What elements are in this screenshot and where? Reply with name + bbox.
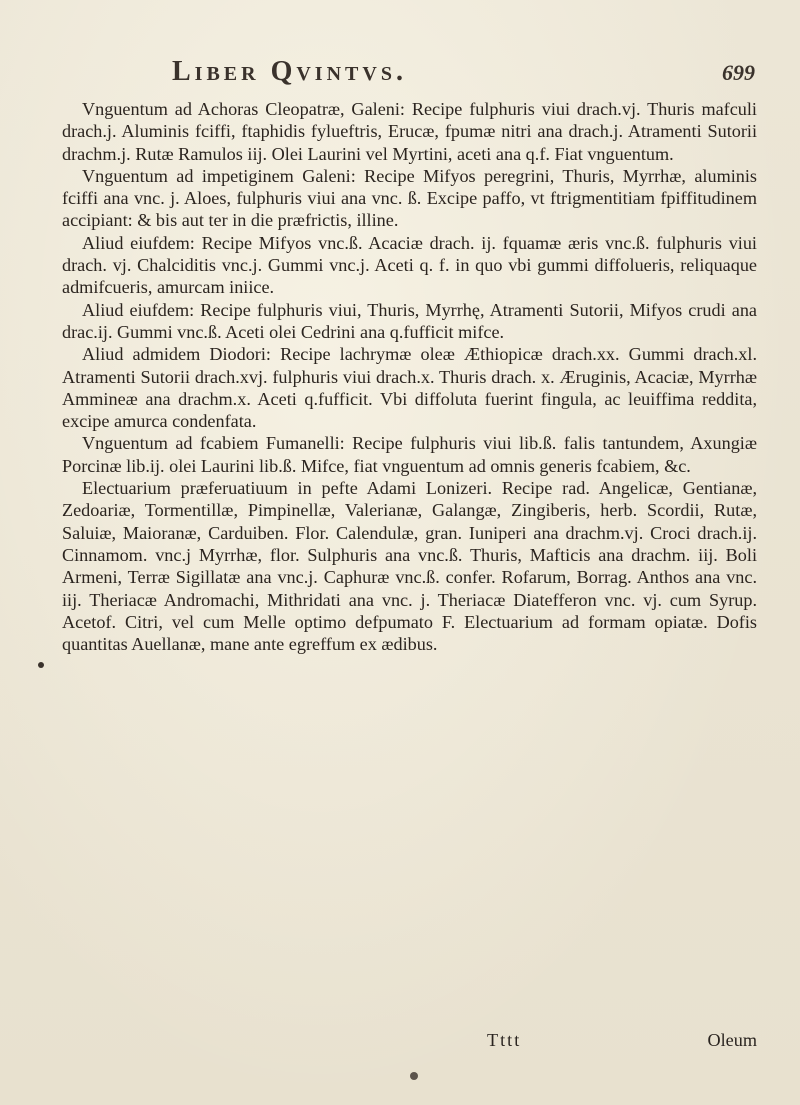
paragraph-scabies-fumanelli: Vnguentum ad fcabiem Fumanelli: Recipe fulphuris viui lib.ß. falis tantundem, Axungiæ Porcinæ lib.ij. olei Laurini lib.ß. Mifce, fiat vnguentum ad omnis generis fcabiem, &c. — [62, 433, 757, 476]
paragraph-electuarium-lonizeri: Electuarium præferuatiuum in pefte Adami Lonizeri. Recipe rad. Angelicæ, Gentianæ, Zedoariæ, Tormentillæ, Pimpinellæ, Valerianæ, Galangæ, Zingiberis, herb. Scordii, Rutæ, Saluiæ, Maioranæ, Carduiben. Flor. Calendulæ, gran. Iuniperi ana drachm.vj. Croci drach.ij. Cinnamom. vnc.j Myrrhæ, flor. Sulphuris ana vnc.ß. Thuris, Mafticis ana drachm. iij. Boli Armeni, Terræ Sigillatæ ana vnc.j. Caphuræ vnc.ß. confer. Rofarum, Borrag. Anthos ana vnc. iij. Theriacæ Andromachi, Mithridati ana vnc. j. Theriacæ Diatefferon vnc. vj. cum Syrup. Acetof. Citri, vel cum Melle optimo defpumato F. Electuarium ad formam opiatæ. Dofis quantitas Auellanæ, mane ante egreffum ex ædibus. — [62, 478, 757, 655]
paragraph-diodori: Aliud admidem Diodori: Recipe lachrymæ oleæ Æthiopicæ drach.xx. Gummi drach.xl. Atramenti Sutorii drach.xvj. fulphuris viui drach.x. Thuris drach. x. Æruginis, Acaciæ, Myrrhæ Ammineæ ana drachm.x. Aceti q.fufficit. Vbi diffoluta fuerint fingula, ac leuiffima reddita, excipe amurca condenfata. — [62, 344, 757, 432]
text-block — [62, 98, 757, 655]
running-title: Liber Qvintvs. — [172, 56, 407, 87]
ink-spot — [410, 1072, 418, 1080]
paragraph-impetigo-galeni: Vnguentum ad impetiginem Galeni: Recipe Mifyos peregrini, Thuris, Myrrhæ, aluminis fciffi ana vnc. j. Aloes, fulphuris viui ana vnc. ß. Excipe paffo, vt ftrigmentitiam fpiffitudinem accipiant: & bis aut ter in die præfrictis, illine. — [62, 165, 757, 231]
catchword: Oleum — [707, 1030, 757, 1050]
running-head — [60, 56, 755, 92]
page-footer — [62, 1030, 757, 1060]
margin-mark — [38, 662, 44, 668]
page-number: 699 — [722, 60, 755, 85]
paragraph-achoras-cleopatrae: Vnguentum ad Achoras Cleopatræ, Galeni: Recipe fulphuris viui drach.vj. Thuris mafculi drach.j. Aluminis fciffi, ftaphidis fylueftris, Erucæ, fpumæ nitri ana drach.j. Atramenti Sutorii drachm.j. Rutæ Ramulos iij. Olei Laurini vel Myrtini, aceti ana q.f. Fiat vnguentum. — [62, 99, 757, 164]
paragraph-aliud-eiusdem-2: Aliud eiufdem: Recipe fulphuris viui, Thuris, Myrrhę, Atramenti Sutorii, Mifyos crudi ana drac.ij. Gummi vnc.ß. Aceti olei Cedrini ana q.fufficit mifce. — [62, 299, 757, 342]
signature-mark: Tttt — [487, 1030, 522, 1050]
paragraph-aliud-eiusdem-1: Aliud eiufdem: Recipe Mifyos vnc.ß. Acaciæ drach. ij. fquamæ æris vnc.ß. fulphuris viui drach. vj. Chalciditis vnc.j. Gummi vnc.j. Aceti q. f. in quo vbi gummi diffolueris, reliquaque admifcueris, amurcam iniice. — [62, 232, 757, 298]
